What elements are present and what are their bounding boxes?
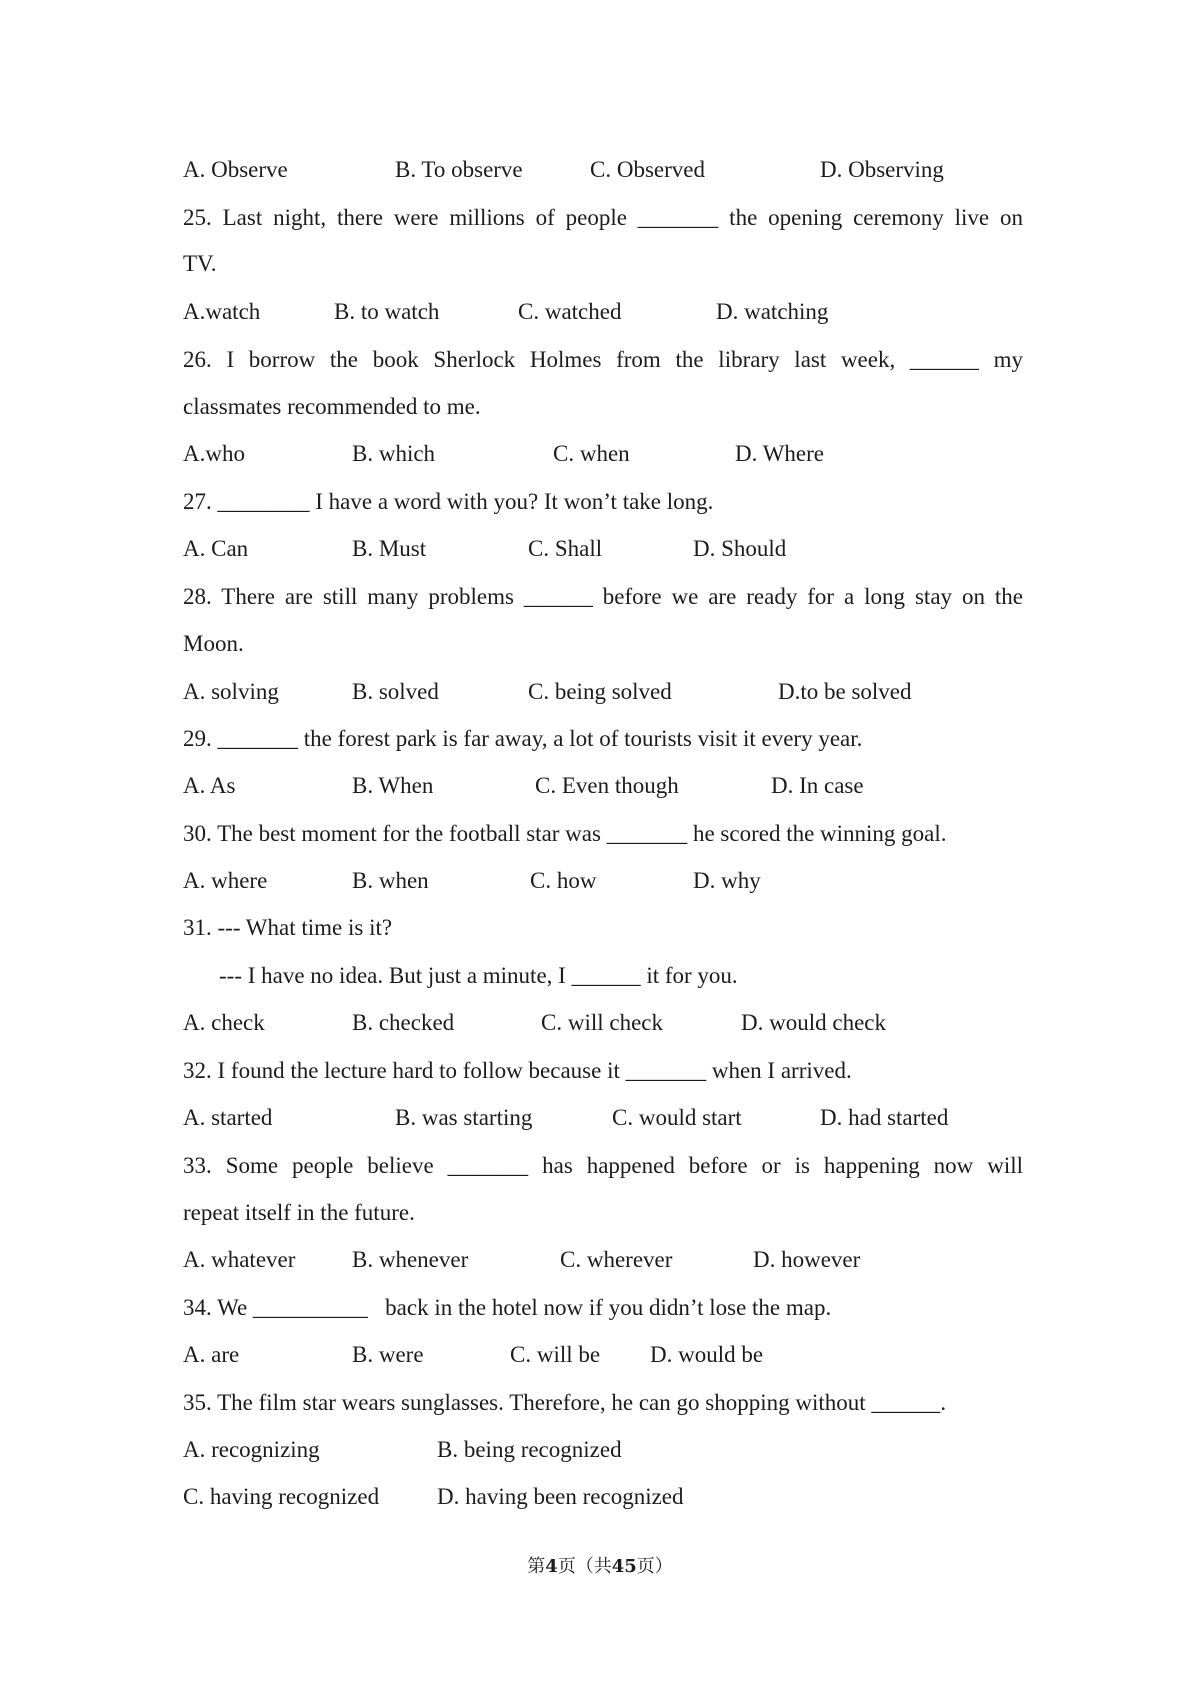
option-a: A. check (183, 1010, 265, 1035)
option-d: D. In case (771, 773, 864, 798)
option-a: A. whatever (183, 1247, 296, 1272)
question-stem-line: 33. Some people believe _______ has happened before or is happening now will (183, 1153, 1023, 1178)
option-a: A. solving (183, 679, 279, 704)
question-stem-line: TV. (183, 251, 217, 276)
total-page-count: 45 (611, 1556, 637, 1577)
option-d: D. would be (650, 1342, 764, 1367)
option-b: B. To observe (395, 157, 523, 182)
option-a: A.watch (183, 299, 261, 324)
question-stem-line: 35. The film star wears sunglasses. Therefore, he can go shopping without ______. (183, 1390, 947, 1415)
question-stem-line: 27. ________ I have a word with you? It won’t take long. (183, 489, 714, 514)
option-c: C. Observed (590, 157, 705, 182)
option-b: B. whenever (352, 1247, 469, 1272)
option-b: B. when (352, 868, 429, 893)
option-c: C. Shall (528, 536, 603, 561)
footer-prefix: 第 (527, 1556, 546, 1577)
option-d: D. Observing (820, 157, 944, 182)
question-stem-line: 25. Last night, there were millions of people _______ the opening ceremony live on (183, 205, 1023, 230)
option-b: B. was starting (395, 1105, 533, 1130)
option-b: B. which (352, 441, 436, 466)
question-stem-line: 31. --- What time is it? (183, 915, 393, 940)
option-c: C. will check (541, 1010, 663, 1035)
option-b: B. checked (352, 1010, 455, 1035)
option-c: C. watched (518, 299, 622, 324)
option-c: C. will be (510, 1342, 601, 1367)
option-a: A. As (183, 773, 236, 798)
option-d: D.to be solved (778, 679, 912, 704)
option-d: D. had started (820, 1105, 949, 1130)
question-stem-line: repeat itself in the future. (183, 1200, 415, 1225)
option-a: A. started (183, 1105, 273, 1130)
option-c: C. having recognized (183, 1484, 380, 1509)
question-stem-line: 29. _______ the forest park is far away, a lot of tourists visit it every year. (183, 726, 863, 751)
current-page-number: 4 (545, 1556, 558, 1577)
question-stem-line: 26. I borrow the book Sherlock Holmes from the library last week, ______ my (183, 347, 1023, 372)
option-d: D. having been recognized (437, 1484, 684, 1509)
option-d: D. however (753, 1247, 861, 1272)
option-d: D. Should (693, 536, 787, 561)
option-c: C. Even though (535, 773, 679, 798)
option-d: D. Where (735, 441, 824, 466)
question-stem-line: 34. We __________ back in the hotel now if you didn’t lose the map. (183, 1295, 832, 1320)
option-d: D. watching (716, 299, 829, 324)
option-a: A. Observe (183, 157, 288, 182)
option-c: C. when (553, 441, 630, 466)
option-d: D. why (693, 868, 761, 893)
question-stem-line: 28. There are still many problems ______ before we are ready for a long stay on the (183, 584, 1023, 609)
option-c: C. would start (612, 1105, 742, 1130)
option-a: A.who (183, 441, 245, 466)
option-d: D. would check (741, 1010, 886, 1035)
footer-middle: 页（共 (557, 1556, 612, 1577)
option-c: C. how (530, 868, 597, 893)
question-stem-line: 30. The best moment for the football star was _______ he scored the winning goal. (183, 821, 947, 846)
question-stem-line: classmates recommended to me. (183, 394, 481, 419)
question-stem-line: Moon. (183, 631, 244, 656)
option-a: A. Can (183, 536, 249, 561)
page-footer (0, 1555, 1200, 1579)
option-b: B. solved (352, 679, 439, 704)
question-stem-line: 32. I found the lecture hard to follow because it _______ when I arrived. (183, 1058, 852, 1083)
option-a: A. recognizing (183, 1437, 320, 1462)
option-a: A. are (183, 1342, 240, 1367)
option-c: C. being solved (528, 679, 672, 704)
option-b: B. were (352, 1342, 424, 1367)
option-b: B. Must (352, 536, 427, 561)
dialogue-reply-line: --- I have no idea. But just a minute, I ______ it for you. (219, 963, 738, 988)
option-a: A. where (183, 868, 268, 893)
option-b: B. to watch (334, 299, 440, 324)
option-b: B. When (352, 773, 434, 798)
option-b: B. being recognized (437, 1437, 622, 1462)
option-c: C. wherever (560, 1247, 673, 1272)
footer-suffix: 页） (636, 1556, 673, 1577)
